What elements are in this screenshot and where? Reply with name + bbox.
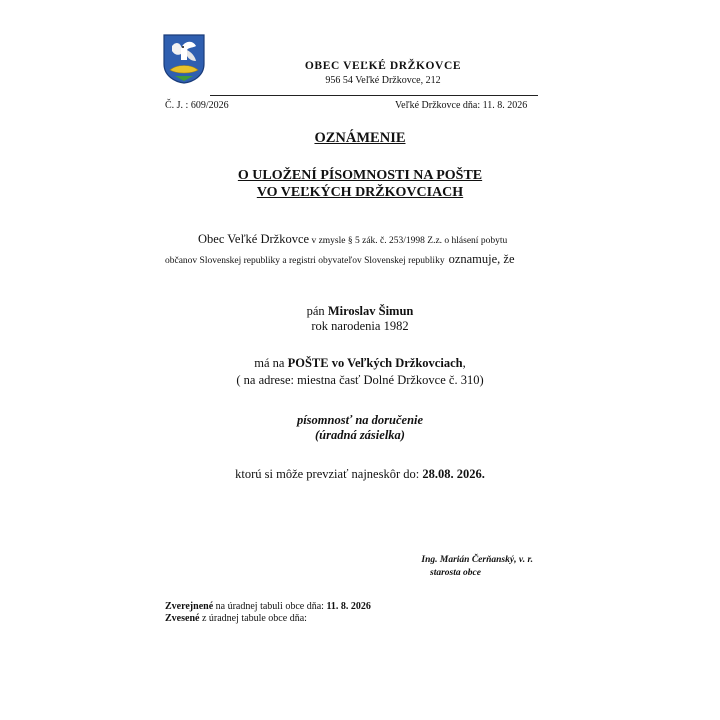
municipality-name: OBEC VEĽKÉ DRŽKOVCE xyxy=(304,60,462,72)
recipient-birth-year: rok narodenia 1982 xyxy=(311,319,409,333)
header-divider xyxy=(210,95,538,96)
post-address: ( na adrese: miestna časť Dolné Držkovce č. 310) xyxy=(236,373,484,387)
intro-line-2 xyxy=(165,250,515,268)
removed-label: Zvesené xyxy=(165,613,200,624)
item-kind: (úradná zásielka) xyxy=(315,428,405,442)
post-suffix: , xyxy=(462,356,466,370)
municipality-address: 956 54 Veľké Držkovce, 212 xyxy=(325,75,441,86)
published-text: na úradnej tabuli obce dňa: xyxy=(213,601,327,612)
subtitle-line-1: O ULOŽENÍ PÍSOMNOSTI NA POŠTE xyxy=(237,168,483,183)
document-title: OZNÁMENIE xyxy=(314,130,406,146)
intro-subject: Obec Veľké Držkovce xyxy=(198,232,310,246)
item-type: písomnosť na doručenie xyxy=(296,413,424,427)
deadline-date: 28.08. 2026. xyxy=(422,467,485,481)
letterhead xyxy=(210,60,556,86)
published-label: Zverejnené xyxy=(165,601,214,612)
signature-name: Ing. Marián Čerňanský, v. r. xyxy=(421,555,533,565)
intro-line-1 xyxy=(198,230,507,248)
removed-line xyxy=(165,613,307,624)
recipient-line xyxy=(0,304,720,319)
intro-verb: oznamuje, že xyxy=(448,252,515,266)
reference-number: Č. J. : 609/2026 xyxy=(165,100,229,111)
post-office-name: POŠTE vo Veľkých Držkovciach xyxy=(287,356,463,370)
post-prefix: má na xyxy=(254,356,288,370)
published-date: 11. 8. 2026 xyxy=(326,601,371,612)
post-office-line xyxy=(0,356,720,371)
recipient-name: Miroslav Šimun xyxy=(327,304,414,318)
municipal-coat-of-arms-icon xyxy=(163,34,205,84)
place-and-date: Veľké Držkovce dňa: 11. 8. 2026 xyxy=(395,100,528,111)
signature-role: starosta obce xyxy=(430,568,481,578)
published-line xyxy=(165,601,371,612)
subtitle-line-2: VO VEĽKÝCH DRŽKOVCIACH xyxy=(256,185,464,200)
intro-law-text-1: v zmysle § 5 zák. č. 253/1998 Z.z. o hlásení pobytu xyxy=(309,236,508,246)
recipient-prefix: pán xyxy=(306,304,328,318)
removed-text: z úradnej tabule obce dňa: xyxy=(199,613,307,624)
deadline-line xyxy=(0,467,720,482)
intro-law-text-2: občanov Slovenskej republiky a registri obyvateľov Slovenskej republiky xyxy=(165,256,445,266)
deadline-text: ktorú si môže prevziať najneskôr do: xyxy=(235,467,423,481)
